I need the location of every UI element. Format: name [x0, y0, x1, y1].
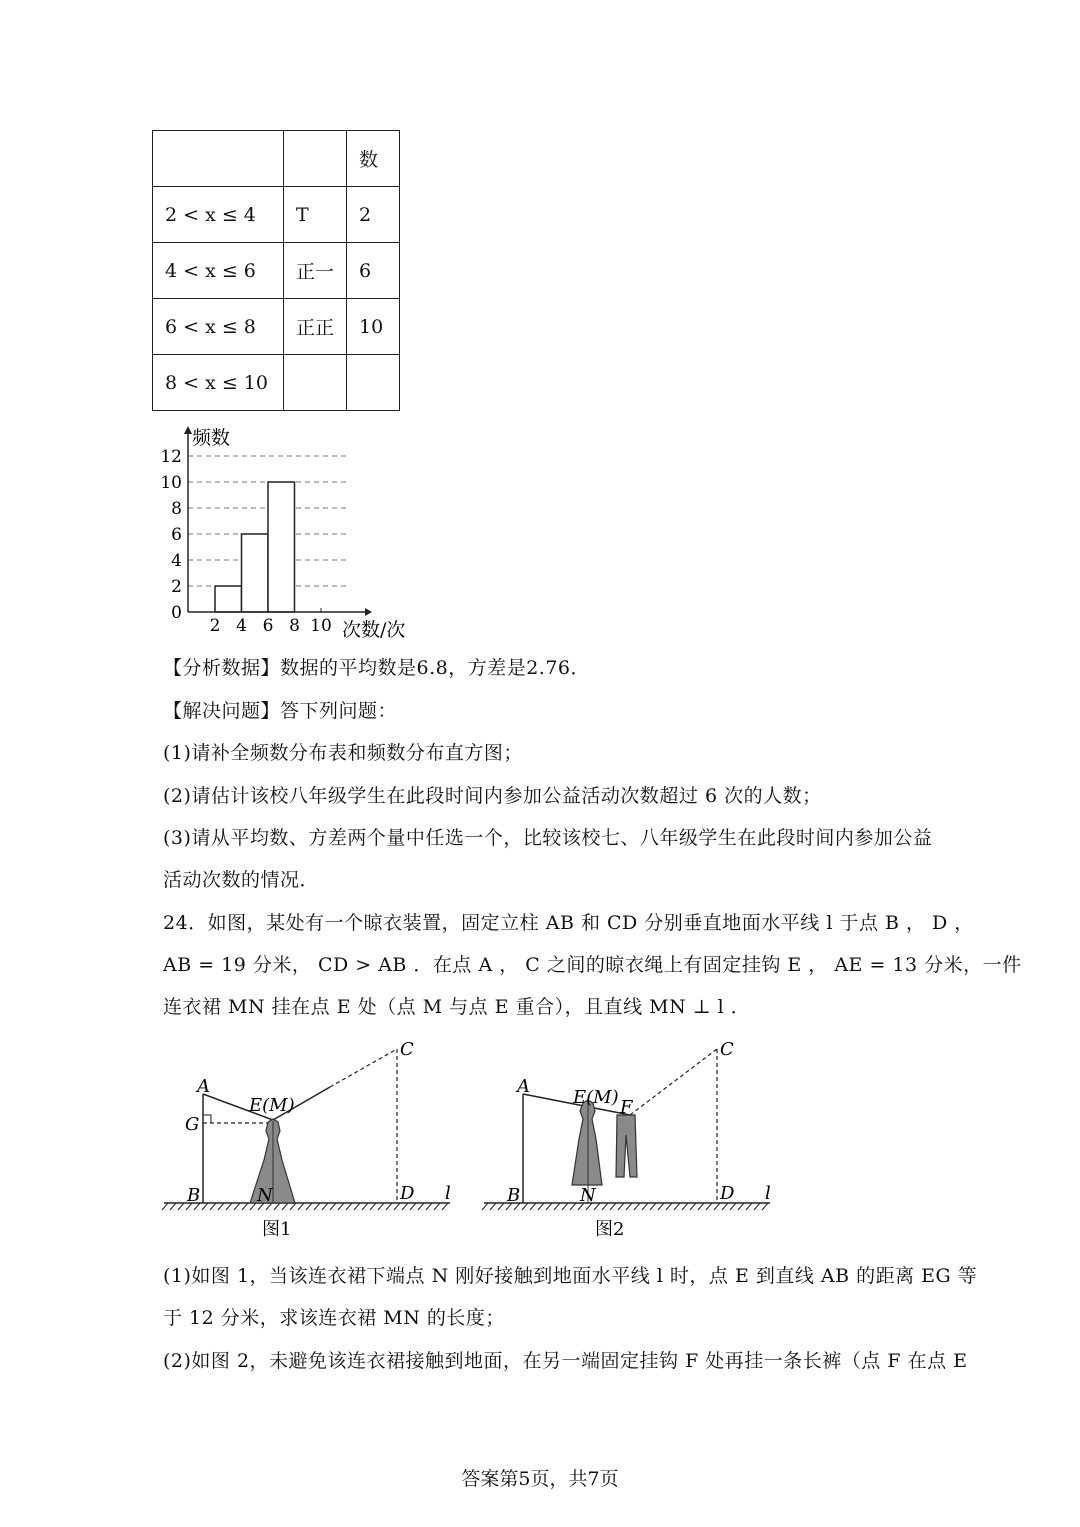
figure-2-caption: 图2: [595, 1219, 625, 1240]
problem-24-line3: 连衣裙 MN 挂在点 E 处（点 M 与点 E 重合），且直线 MN ⊥ l ．: [163, 996, 751, 1018]
right-angle-mark: [203, 1115, 211, 1123]
table-cell: T: [284, 187, 347, 243]
y-tick-label: 2: [171, 577, 182, 597]
label-a: A: [517, 1076, 530, 1097]
pants-shape: [616, 1115, 637, 1177]
y-tick-label: 6: [171, 525, 182, 545]
table-cell: 2 < x ≤ 4: [153, 187, 284, 243]
x-axis-arrow: [365, 608, 372, 616]
table-cell: [347, 355, 400, 411]
x-tick-label: 6: [262, 616, 274, 636]
table-cell: [153, 131, 284, 187]
label-g: G: [185, 1114, 200, 1135]
table-cell: 正一: [284, 243, 347, 299]
page-footer: 答案第5页，共7页: [461, 1468, 619, 1490]
table-row: [153, 299, 400, 355]
table-row: [153, 243, 400, 299]
label-c: C: [400, 1039, 414, 1060]
label-a: A: [197, 1076, 210, 1097]
label-l: l: [765, 1183, 771, 1204]
label-l: l: [445, 1183, 451, 1204]
table-cell: 2: [347, 187, 400, 243]
ground-hatching: [162, 1203, 448, 1210]
table-cell: 10: [347, 299, 400, 355]
table-cell: 数: [347, 131, 400, 187]
label-n: N: [580, 1185, 596, 1206]
y-tick-label: 4: [171, 551, 182, 571]
dress-shape: [572, 1100, 602, 1185]
frequency-histogram: [140, 420, 440, 645]
table-cell: 6 < x ≤ 8: [153, 299, 284, 355]
x-axis-label: 次数/次: [342, 619, 406, 641]
histogram-bar: [268, 482, 295, 612]
x-tick-label: 8: [289, 616, 300, 636]
table-cell: 正正: [284, 299, 347, 355]
label-f: F: [620, 1097, 633, 1118]
label-d: D: [720, 1183, 735, 1204]
figure-1: [160, 1035, 460, 1250]
y-tick-label: 0: [171, 603, 182, 623]
label-b: B: [507, 1185, 521, 1206]
figure-1-caption: 图1: [262, 1219, 292, 1240]
histogram-bar: [242, 534, 269, 612]
rope-ec-dashed: [330, 1049, 397, 1087]
subquestion-1-line2: 于 12 分米，求该连衣裙 MN 的长度；: [163, 1307, 505, 1329]
figure-2: [480, 1035, 780, 1250]
subquestion-1-line1: (1)如图 1，当该连衣裙下端点 N 刚好接触到地面水平线 l 时，点 E 到直线 AB 的距离 EG 等: [163, 1265, 978, 1287]
subquestion-2-line1: (2)如图 2，未避免该连衣裙接触到地面，在另一端固定挂钩 F 处再挂一条长裤（点 F 在点 E: [163, 1350, 968, 1372]
x-tick-label: 10: [310, 616, 332, 636]
y-tick-label: 10: [160, 473, 182, 493]
ground-hatching: [482, 1203, 768, 1210]
label-b: B: [187, 1185, 201, 1206]
y-tick-label: 8: [171, 499, 182, 519]
frequency-table: [152, 130, 400, 411]
label-em: E(M): [249, 1095, 295, 1116]
x-tick-label: 4: [236, 616, 247, 636]
y-tick-label: 12: [160, 447, 182, 467]
problem-24-line2: AB = 19 分米， CD > AB ．在点 A ， C 之间的晾衣绳上有固定挂钩 E ， AE = 13 分米，一件: [163, 954, 1022, 976]
label-em: E(M): [573, 1087, 619, 1108]
table-cell: 6: [347, 243, 400, 299]
label-d: D: [400, 1183, 415, 1204]
table-cell: [284, 355, 347, 411]
table-cell: 4 < x ≤ 6: [153, 243, 284, 299]
histogram-bar: [215, 586, 242, 612]
label-c: C: [720, 1039, 734, 1060]
question-2: (2)请估计该校八年级学生在此段时间内参加公益活动次数超过 6 次的人数；: [163, 785, 822, 807]
table-header-row: [153, 131, 400, 187]
label-n: N: [257, 1185, 273, 1206]
x-tick-label: 2: [209, 616, 221, 636]
problem-24-line1: 24．如图，某处有一个晾衣装置，固定立柱 AB 和 CD 分别垂直地面水平线 l 于点 B ， D ，: [163, 912, 974, 934]
table-cell: [284, 131, 347, 187]
solve-heading: 【解决问题】答下列问题：: [163, 700, 398, 722]
rope-fc-dashed: [630, 1049, 717, 1115]
table-row: [153, 355, 400, 411]
question-1: (1)请补全频数分布表和频数分布直方图；: [163, 742, 523, 764]
y-axis-arrow: [184, 426, 192, 434]
table-cell: 8 < x ≤ 10: [153, 355, 284, 411]
y-axis-label: 频数: [192, 427, 231, 449]
question-3-line1: (3)请从平均数、方差两个量中任选一个，比较该校七、八年级学生在此段时间内参加公益: [163, 827, 933, 849]
table-row: [153, 187, 400, 243]
question-3-line2: 活动次数的情况．: [163, 869, 320, 891]
analysis-text: 【分析数据】数据的平均数是6.8，方差是2.76．: [163, 657, 591, 679]
